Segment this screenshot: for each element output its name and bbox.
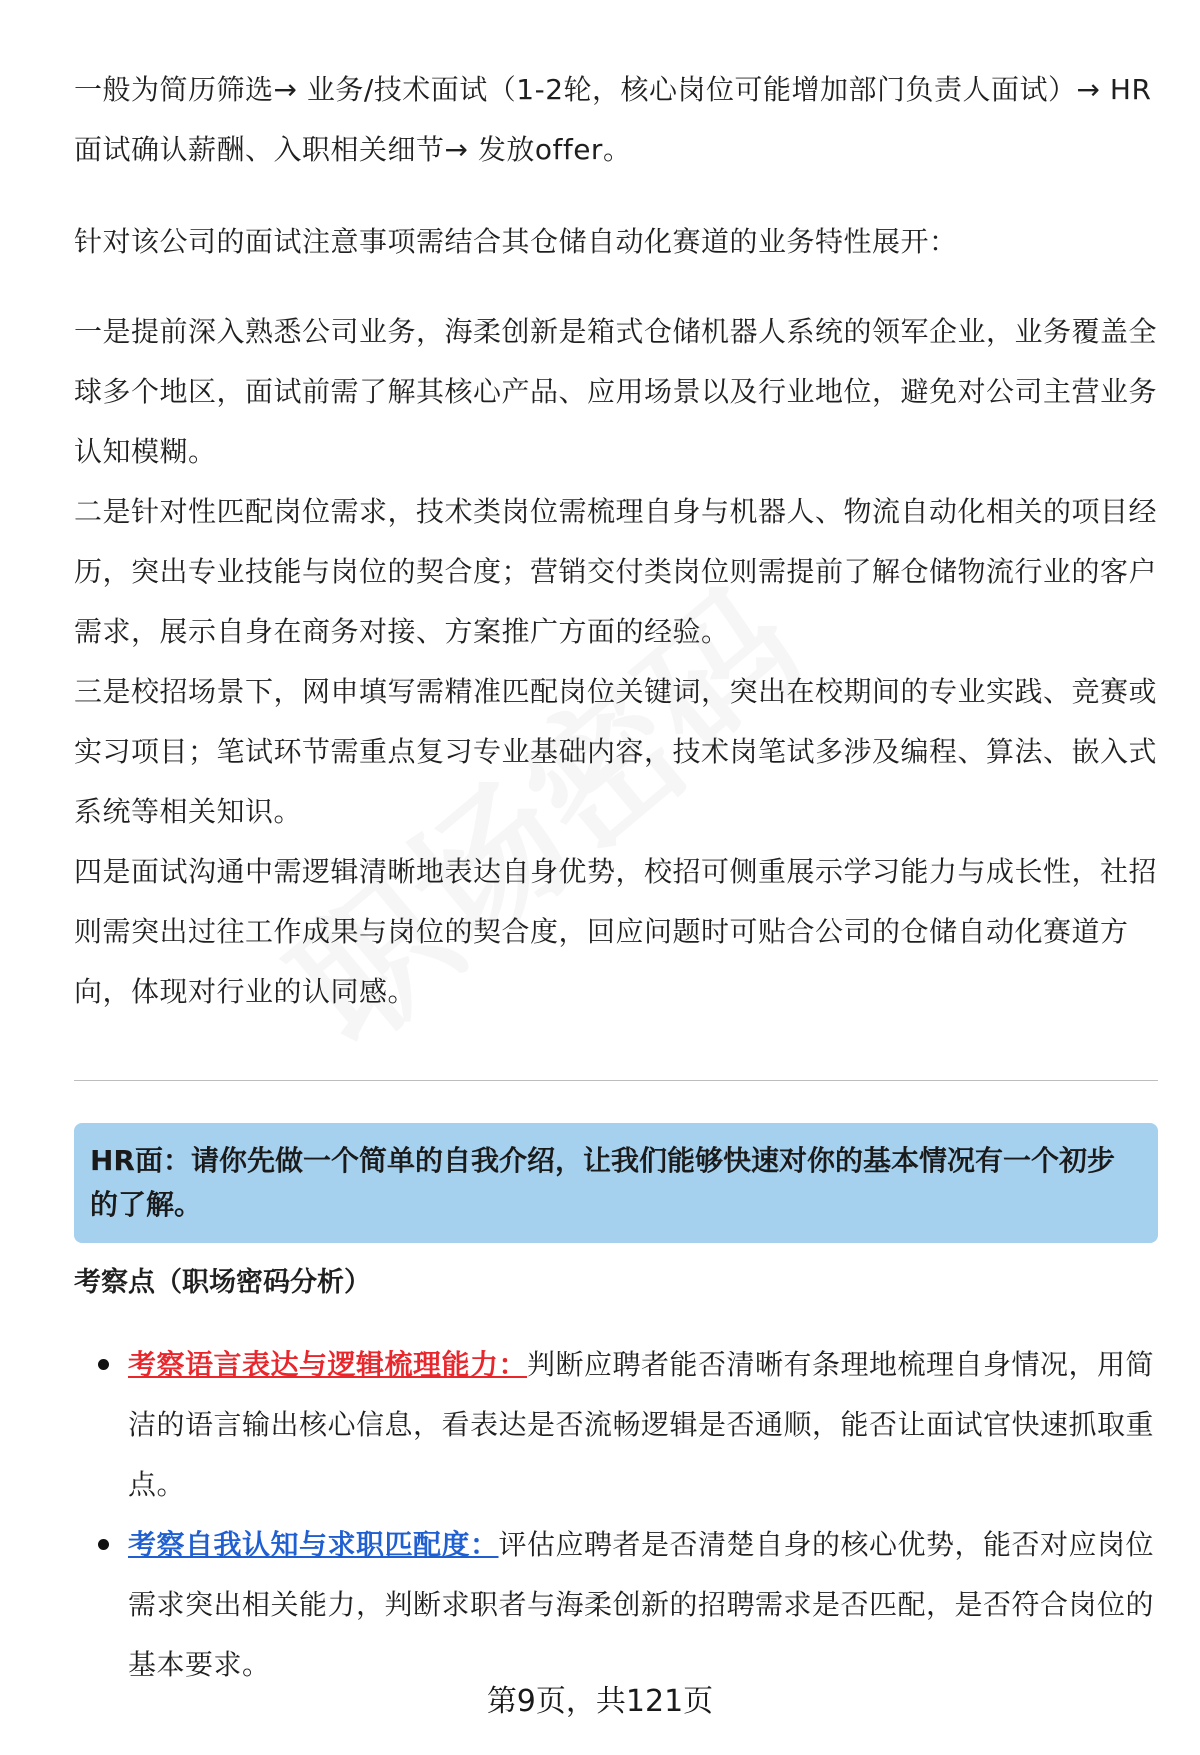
paragraph-process: 一般为简历筛选→ 业务/技术面试（1-2轮，核心岗位可能增加部门负责人面试）→ HR面试确认薪酬、入职相关细节→ 发放offer。 (74, 73, 1152, 166)
interview-question-box (74, 1123, 1158, 1243)
analysis-item (74, 1335, 1158, 1515)
paragraph-point-4: 四是面试沟通中需逻辑清晰地表达自身优势，校招可侧重展示学习能力与成长性，社招则需突出过往工作成果与岗位的契合度，回应问题时可贴合公司的仓储自动化赛道方向，体现对行业的认同感。 (74, 855, 1158, 1008)
bullet-icon (98, 1539, 109, 1550)
analysis-item (74, 1515, 1158, 1695)
analysis-keyword: 考察语言表达与逻辑梳理能力： (128, 1348, 528, 1381)
paragraph-intro: 针对该公司的面试注意事项需结合其仓储自动化赛道的业务特性展开： (74, 225, 958, 258)
bullet-icon (98, 1359, 109, 1370)
analysis-keyword: 考察自我认知与求职匹配度： (128, 1528, 499, 1561)
document-page (74, 60, 1158, 1695)
page-number: 第9页，共121页 (486, 1684, 714, 1719)
section-divider (74, 1080, 1158, 1081)
analysis-title: 考察点（职场密码分析） (74, 1267, 371, 1298)
analysis-list (74, 1335, 1158, 1695)
paragraph-point-2: 二是针对性匹配岗位需求，技术类岗位需梳理自身与机器人、物流自动化相关的项目经历，突出专业技能与岗位的契合度；营销交付类岗位则需提前了解仓储物流行业的客户需求，展示自身在商务对接、方案推广方面的经验。 (74, 495, 1158, 648)
paragraph-point-3: 三是校招场景下，网申填写需精准匹配岗位关键词，突出在校期间的专业实践、竞赛或实习项目；笔试环节需重点复习专业基础内容，技术岗笔试多涉及编程、算法、嵌入式系统等相关知识。 (74, 675, 1158, 828)
interview-question-text: HR面：请你先做一个简单的自我介绍，让我们能够快速对你的基本情况有一个初步的了解。 (90, 1144, 1115, 1221)
analysis-text: 判断应聘者能否清晰有条理地梳理自身情况，用简洁的语言输出核心信息，看表达是否流畅逻辑是否通顺，能否让面试官快速抓取重点。 (128, 1348, 1155, 1501)
paragraph-point-1: 一是提前深入熟悉公司业务，海柔创新是箱式仓储机器人系统的领军企业，业务覆盖全球多个地区，面试前需了解其核心产品、应用场景以及行业地位，避免对公司主营业务认知模糊。 (74, 315, 1158, 468)
analysis-text: 评估应聘者是否清楚自身的核心优势，能否对应岗位需求突出相关能力，判断求职者与海柔创新的招聘需求是否匹配，是否符合岗位的基本要求。 (128, 1528, 1155, 1681)
